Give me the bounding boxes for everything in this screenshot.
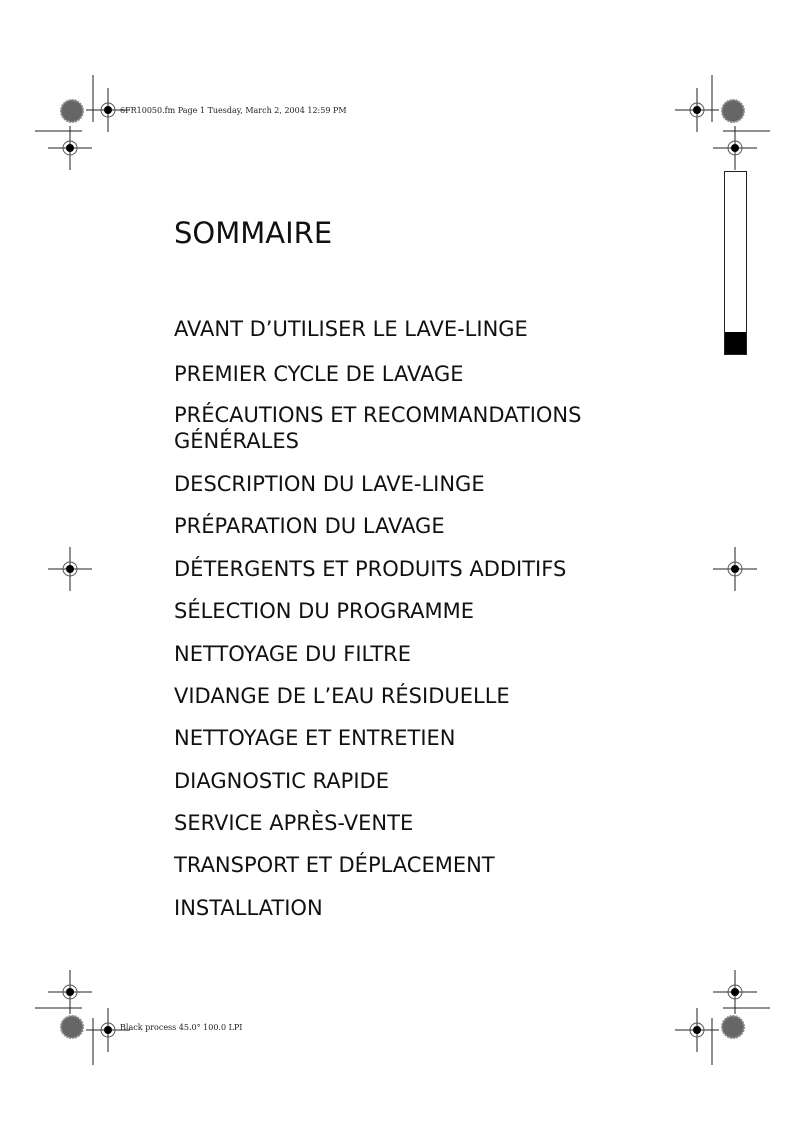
color-disc-icon: [722, 1016, 744, 1038]
toc-item: SÉLECTION DU PROGRAMME: [174, 599, 475, 623]
toc-item: INSTALLATION: [174, 896, 323, 920]
registration-dot: [66, 565, 74, 573]
registration-dot: [104, 1026, 112, 1034]
registration-dot: [66, 988, 74, 996]
color-disc-icon: [61, 1016, 83, 1038]
footer-slug: Black process 45.0° 100.0 LPI: [120, 1023, 243, 1032]
toc-item: SERVICE APRÈS-VENTE: [174, 811, 414, 835]
registration-dot: [731, 565, 739, 573]
section-thumb-tab: [724, 171, 747, 355]
header-slug: 6FR10050.fm Page 1 Tuesday, March 2, 2004 12:59 PM: [120, 106, 347, 115]
toc-item: DÉTERGENTS ET PRODUITS ADDITIFS: [174, 557, 567, 581]
color-disc-icon: [722, 100, 744, 122]
thumb-tab-fill: [725, 332, 746, 354]
registration-dot: [693, 1026, 701, 1034]
toc-item: TRANSPORT ET DÉPLACEMENT: [174, 853, 495, 877]
toc-item: VIDANGE DE L’EAU RÉSIDUELLE: [174, 684, 510, 708]
registration-dot: [731, 144, 739, 152]
registration-dot: [731, 988, 739, 996]
toc-item: PRÉPARATION DU LAVAGE: [174, 514, 445, 538]
registration-dot: [66, 144, 74, 152]
toc-item: PREMIER CYCLE DE LAVAGE: [174, 362, 464, 386]
toc-item: NETTOYAGE DU FILTRE: [174, 642, 412, 666]
registration-dot: [104, 106, 112, 114]
registration-dot: [693, 106, 701, 114]
toc-item: NETTOYAGE ET ENTRETIEN: [174, 726, 456, 750]
toc-item: GÉNÉRALES: [174, 429, 299, 453]
toc-item: DESCRIPTION DU LAVE-LINGE: [174, 472, 485, 496]
toc-item: DIAGNOSTIC RAPIDE: [174, 769, 389, 793]
toc-item: PRÉCAUTIONS ET RECOMMANDATIONS: [174, 403, 582, 427]
color-disc-icon: [61, 100, 83, 122]
page-title: SOMMAIRE: [174, 216, 333, 250]
toc-item: AVANT D’UTILISER LE LAVE-LINGE: [174, 317, 528, 341]
